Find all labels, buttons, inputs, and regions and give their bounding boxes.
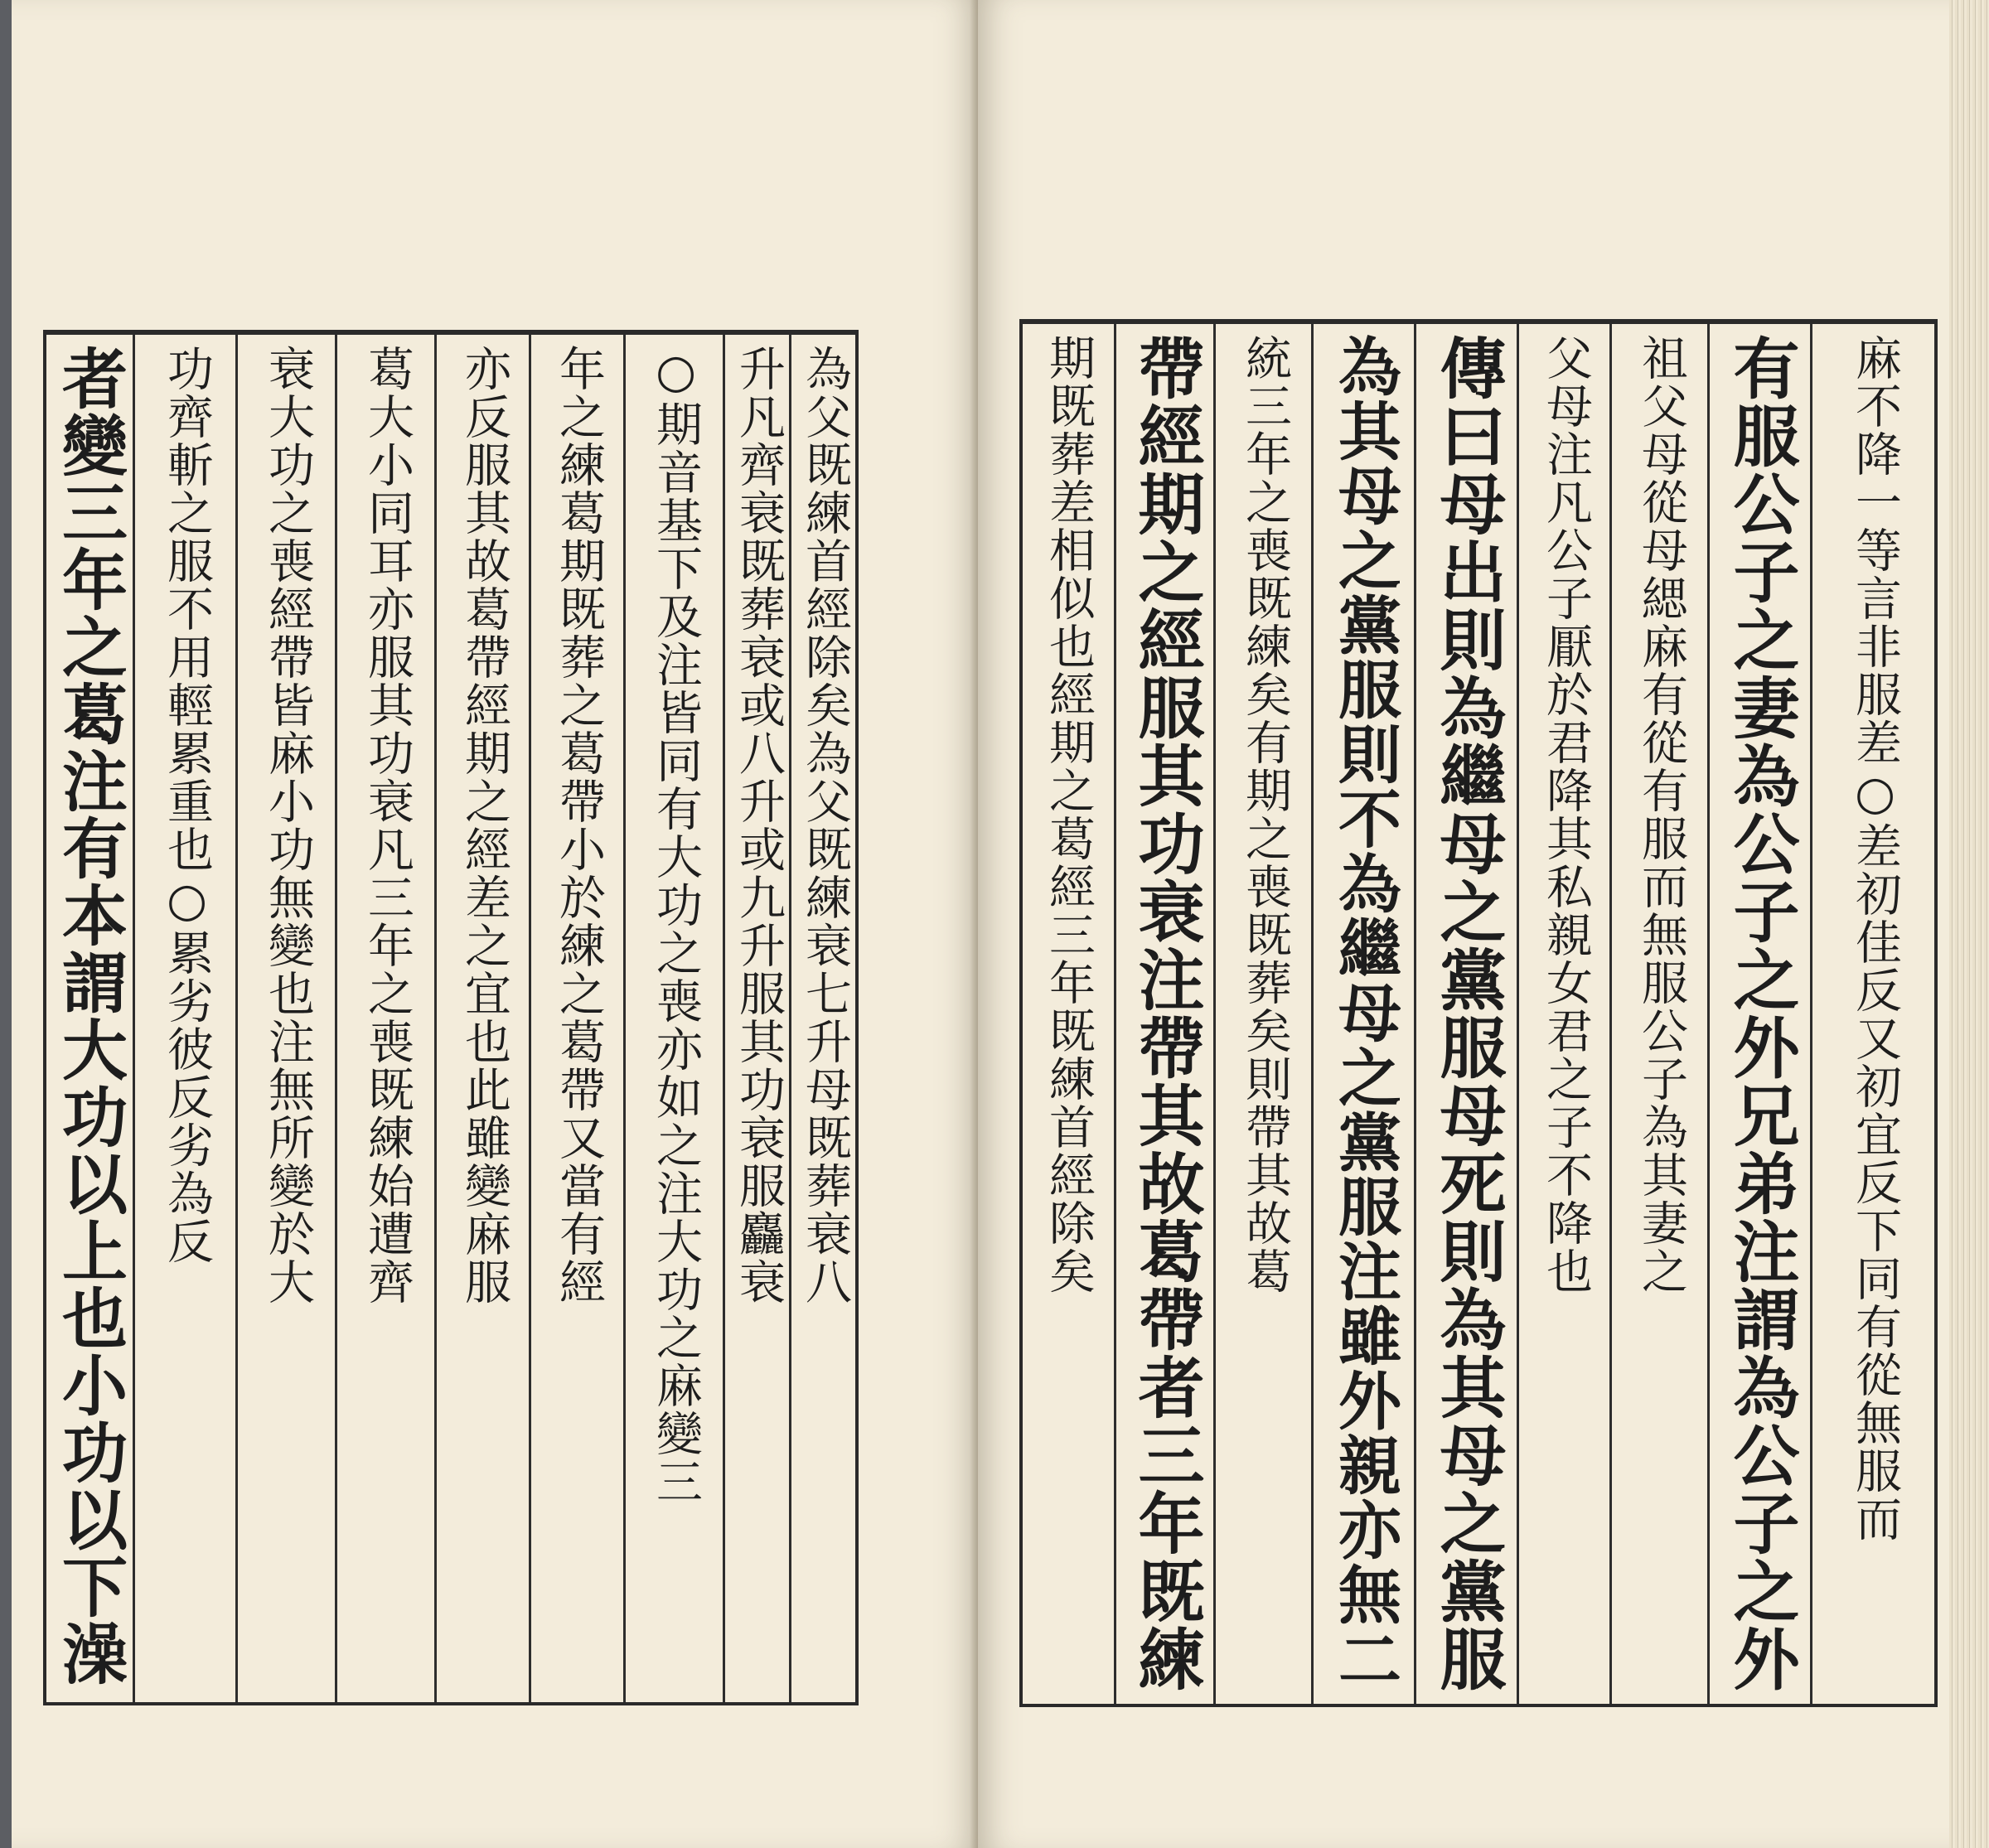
text-column <box>434 335 531 1702</box>
column-text: 祖父母從母緦麻有從有服而無服公子為其妻之 <box>1634 334 1688 1295</box>
column-text: 麻不降一等言非服差○差初佳反又初宜反下同有從無服而 <box>1848 334 1902 1543</box>
column-text: 亦反服其故葛帶經期之經差之宜也此雖變麻服 <box>457 345 511 1306</box>
text-column <box>46 335 133 1702</box>
column-text: 為父既練首經除矣為父既練衰七升母既葬衰八 <box>798 345 852 1306</box>
text-column <box>1810 324 1937 1704</box>
text-column <box>235 335 337 1702</box>
column-text: 期既葬差相似也經期之葛經三年既練首經除矣 <box>1042 334 1096 1295</box>
column-text: 帶經期之經服其功衰注帶其故葛帶者三年既練 <box>1127 334 1205 1693</box>
text-column <box>529 335 626 1702</box>
text-column <box>1517 324 1612 1704</box>
text-column <box>789 335 858 1702</box>
text-column <box>1213 324 1314 1704</box>
text-column <box>1414 324 1519 1704</box>
text-column <box>133 335 238 1702</box>
page-stack-edge <box>1949 0 1989 1848</box>
column-text: 統三年之喪既練矣有期之喪既葬矣則帶其故葛 <box>1238 334 1292 1295</box>
column-text: 衰大功之喪經帶皆麻小功無變也注無所變於大 <box>261 345 315 1306</box>
column-text: 年之練葛期既葬之葛帶小於練之葛帶又當有經 <box>552 345 606 1306</box>
column-text: 功齊斬之服不用輕累重也○累劣彼反劣為反 <box>160 345 214 1265</box>
column-text: 升凡齊衰既葬衰或八升或九升服其功衰服麤衰 <box>732 345 786 1306</box>
column-text: 葛大小同耳亦服其功衰凡三年之喪既練始遭齊 <box>361 345 414 1306</box>
column-text: 為其母之黨服則不為繼母之黨服注雖外親亦無二 <box>1328 334 1402 1691</box>
column-text: 父母注凡公子厭於君降其私親女君之子不降也 <box>1539 334 1593 1295</box>
text-column <box>1311 324 1416 1704</box>
column-text: 者變三年之葛注有本謂大功以上也小功以下澡 <box>51 345 128 1687</box>
column-text: 傳曰母出則為繼母之黨服母死則為其母之黨服 <box>1429 334 1507 1693</box>
text-column <box>1609 324 1710 1704</box>
text-column <box>1023 324 1114 1704</box>
left-text-frame <box>43 330 859 1705</box>
text-column <box>335 335 437 1702</box>
column-text: 有服公子之妻為公子之外兄弟注謂為公子之外 <box>1722 334 1800 1693</box>
text-column <box>623 335 725 1702</box>
right-text-frame <box>1019 319 1938 1707</box>
right-page <box>978 0 1961 1848</box>
left-page <box>12 0 978 1848</box>
text-column <box>1114 324 1216 1704</box>
column-text: ○期音基下及注皆同有大功之喪亦如之注大功之麻變三 <box>649 345 703 1506</box>
text-column <box>1707 324 1812 1704</box>
text-column <box>723 335 791 1702</box>
